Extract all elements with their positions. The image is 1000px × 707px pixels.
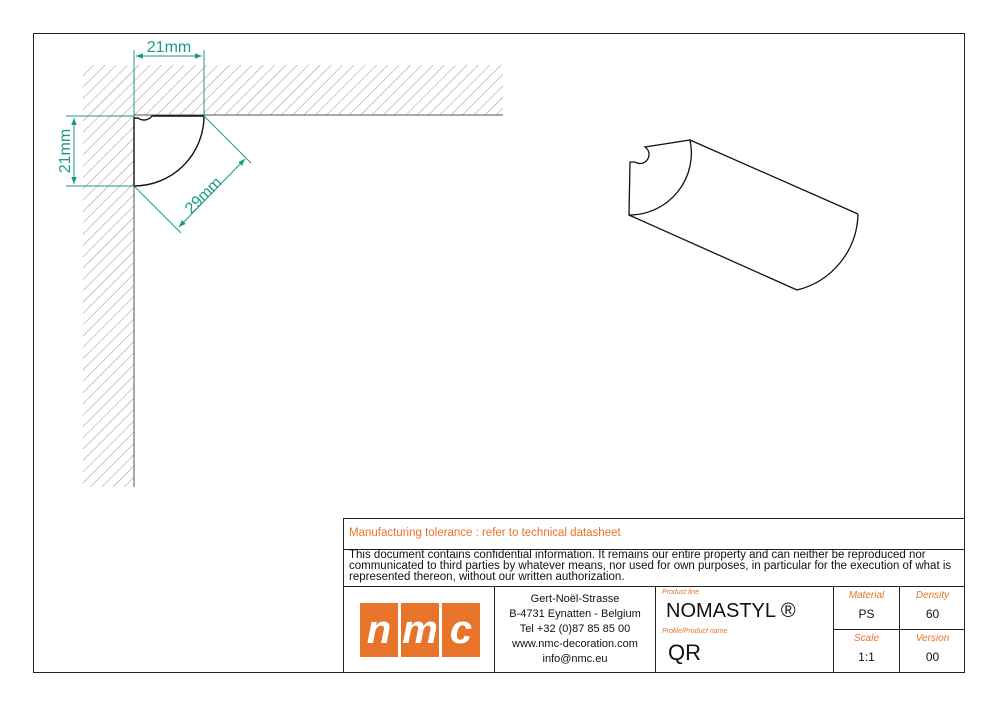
address-phone: Tel +32 (0)87 85 85 00 <box>519 623 631 635</box>
diag-ext-bottom <box>134 186 181 233</box>
tolerance-note: Manufacturing tolerance : refer to technical datasheet <box>349 527 621 539</box>
diag-ext-top <box>204 116 251 163</box>
scale-label: Scale <box>853 633 879 644</box>
version-cell <box>900 630 965 672</box>
product-cell <box>656 587 834 672</box>
logo-letter-c: c <box>442 603 480 657</box>
material-cell <box>834 587 900 630</box>
title-block <box>343 518 965 673</box>
wall-hatch <box>83 115 134 487</box>
confidential-notice: This document contains confidential information. It remains our entire property and can neither be reproduced nor communicated to third parties by whatever means, nor used for own purposes, in particular for the execution of what is represented thereon, without our written authorization. <box>349 549 952 583</box>
tolerance-row <box>344 519 964 550</box>
density-label: Density <box>915 590 950 601</box>
density-cell <box>900 587 965 630</box>
logo-letter-n: n <box>360 603 398 657</box>
product-line-value: NOMASTYL ® <box>666 600 796 622</box>
address-city: B-4731 Eynatten - Belgium <box>509 608 641 620</box>
address-website[interactable]: www.nmc-decoration.com <box>512 638 638 650</box>
address-street: Gert-Noël-Strasse <box>530 593 620 605</box>
address-cell <box>495 587 656 672</box>
diag-dim-label: 29mm <box>182 174 226 218</box>
scale-value: 1:1 <box>858 650 875 664</box>
ceiling-hatch <box>83 65 503 115</box>
material-value: PS <box>858 607 875 621</box>
product-line-label: Product line <box>662 589 699 596</box>
nmc-logo <box>360 603 480 657</box>
info-row <box>344 587 964 672</box>
height-dim-label: 21mm <box>57 128 74 174</box>
profile-section <box>134 116 204 186</box>
address-email[interactable]: info@nmc.eu <box>542 653 608 665</box>
profile-value: QR <box>668 640 701 665</box>
density-value: 60 <box>925 607 940 621</box>
material-label: Material <box>848 590 885 601</box>
profile-label: Profile/Product name <box>662 628 728 635</box>
version-label: Version <box>915 633 950 644</box>
logo-letter-m: m <box>401 603 439 657</box>
logo-cell <box>344 587 495 672</box>
scale-cell <box>834 630 900 672</box>
confidential-row <box>344 550 964 587</box>
version-value: 00 <box>925 650 940 664</box>
width-dim-label: 21mm <box>146 39 192 56</box>
profile-3d-view <box>629 140 858 290</box>
